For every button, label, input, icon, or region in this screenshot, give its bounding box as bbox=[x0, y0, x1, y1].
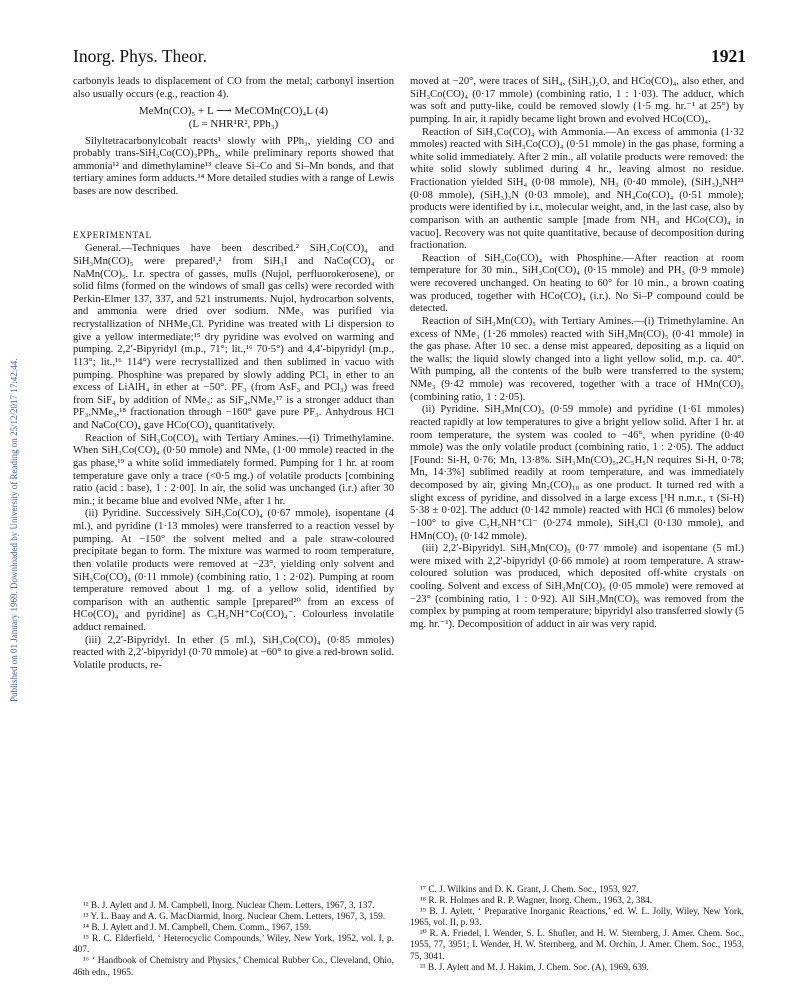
paragraph-mn-pyridine: (ii) Pyridine. SiH₃Mn(CO)₅ (0·59 mmole) and pyridine (1·61 mmoles) reacted rapidly at low temperatures to give a bright yellow solid. After 1 hr. at room temperature, the system was cooled to −46°, when pyridine (0·40 mmole) was the only volatile product (combining ratio, 1 : 2·05). The adduct [Found: Si-H, 0·76; Mn, 13·8%. SiH₃Mn(CO)₅,2C₅H₅N requires Si-H, 0·78; Mn, 14·3%] sublimed readily at room temperature, and was immediately decomposed by air, giving Mn₂(CO)₁₀ as one product. It turned red with a slight excess of pyridine, and dissolved in a large excess [¹H n.m.r., τ (Si-H) 5·38 ± 0·02]. The adduct (0·142 mmole) reacted with HCl (6 mmoles) below −100° to give C₅H₅NH⁺Cl⁻ (0·274 mmole), SiH₃Cl (0·130 mmole), and HMn(CO)₅ (0·142 mmole). bbox=[410, 404, 744, 542]
paragraph-silyl: Silyltetracarbonylcobalt reacts¹ slowly with PPh₃, yielding CO and probably trans-SiH₃Co(CO)₃PPh₃, while preliminary reports showed that ammonia¹² and dimethylamine¹³ cleave Si–Co and Si–Mn bonds, and that tertiary amines form adducts.¹⁴ More detailed studies with a range of Lewis bases are now described. bbox=[73, 135, 394, 197]
section-heading-experimental: EXPERIMENTAL bbox=[73, 230, 152, 241]
footnote-18: ¹⁸ R. R. Holmes and R. P. Wagner, Inorg. Chem., 1963, 2, 384. bbox=[420, 896, 653, 907]
footnote-15: ¹⁵ R. C. Elderfield, ‘ Heterocyclic Compounds,’ Wiley, New York, 1952, vol. I, p. 407. bbox=[73, 934, 394, 956]
footnote-14: ¹⁴ B. J. Aylett and J. M. Campbell, Chem. Comm., 1967, 159. bbox=[83, 923, 312, 934]
footnote-13: ¹³ Y. L. Baay and A. G. MacDiarmid, Inorg. Nuclear Chem. Letters, 1967, 3, 159. bbox=[83, 912, 386, 923]
paragraph-ammonia: Reaction of SiH₃Co(CO)₄ with Ammonia.—An excess of ammonia (1·32 mmoles) reacted with SiH₃Co(CO)₄ (0·51 mmole) in the gas phase, forming a white solid immediately. After 2 min., all volatile products were removed: the white solid slowly sublimed during 4 hr., leaving almost no residue. Fractionation yielded SiH₄ (0·08 mmole), NH₃ (0·40 mmole), (SiH₃)₂NH²¹ (0·08 mmole), (SiH₃)₃N (0·03 mmole), and NH₄Co(CO)₄ (0·51 mmole); products were identified by i.r., molecular weight, and, in the last case, also by comparison with an authentic sample [made from NH₃ and HCo(CO)₄ in vacuo]. Recovery was not quite quantitative, because of decomposition during fractionation. bbox=[410, 126, 744, 252]
paragraph-general: General.—Techniques have been described.² SiH₃Co(CO)₄ and SiH₃Mn(CO)₅ were prepared¹,² from SiH₃I and NaCo(CO)₄ or NaMn(CO)₅. I.r. spectra of gasses, mulls (Nujol, perfluorokerosene), or solid films (formed on the windows of small gas cells) were recorded with Perkin-Elmer 137, 337, and 521 instruments. Nujol, hydrocarbon solvents, and ammonia were dried over sodium. NMe₃ was purified via recrystallization of NHMe₃Cl. Pyridine was treated with Li dispersion to give a yellow intermediate;¹⁵ dry pyridine was evolved on warming and pumping. 2,2′-Bipyridyl (m.p., 71°; lit.,¹⁶ 70·5°) and 4,4′-bipyridyl (m.p., 113°; lit.,¹⁶ 114°) were recrystallized and then sublimed in vacuo with pumping. Phosphine was prepared by slowly adding PCl₃ in ether to an excess of LiAlH₄ in ether at −50°. PF₃ (from AsF₃ and PCl₃) was freed from SiF₄ by addition of NMe₃: as SiF₄,NMe₃¹⁷ is a stronger adduct than PF₃,NMe₃,¹⁸ fractionation through −160° gave pure PF₃. Anhydrous HCl and NaCo(CO)₄ gave HCo(CO)₄ quantitatively. bbox=[73, 243, 394, 431]
paragraph-mn-tertiary-amines: Reaction of SiH₃Mn(CO)₅ with Tertiary Amines.—(i) Trimethylamine. An excess of NMe₃ (1·26 mmoles) reacted with SiH₃Mn(CO)₅ (0·41 mmole) in the gas phase. After 10 sec. a dense mist appeared, depositing as a liquid on the walls; the liquid slowly changed into a light yellow solid, m.p. ca. 40°. With pumping, all the contents of the bulb were transferred to the system; NMe₃ (9·42 mmole) was recovered, together with a trace of HMn(CO)₅ (combining ratio, 1 : 2·05). bbox=[410, 315, 744, 403]
paragraph-tertiary-amines: Reaction of SiH₃Co(CO)₄ with Tertiary Amines.—(i) Trimethylamine. When SiH₃Co(CO)₄ (0·50 mmole) and NMe₃ (1·00 mmole) reacted in the gas phase,¹⁹ a white solid immediately formed. Pumping for 1 hr. at room temperature gave only a trace (<0·5 mg.) of volatile products [combining ratio (acid : base), 1 : 2·00]. In air, the solid was unchanged (i.r.) after 30 min.; it became blue and evolved NMe₃ after 1 hr. bbox=[73, 432, 394, 507]
page-number: 1921 bbox=[711, 46, 746, 66]
footnotes-right bbox=[410, 885, 744, 974]
footnote-16: ¹⁶ ‘ Handbook of Chemistry and Physics,’ Chemical Rubber Co., Cleveland, Ohio, 46th edn., 1965. bbox=[73, 956, 394, 978]
right-column bbox=[410, 76, 744, 973]
footnote-12: ¹² B. J. Aylett and J. M. Campbell, Inorg. Nuclear Chem. Letters, 1967, 3, 137. bbox=[83, 901, 375, 911]
paragraph-phosphine: Reaction of SiH₃Co(CO)₄ with Phosphine.—After reaction at room temperature for 30 min., SiH₃Co(CO)₄ (0·15 mmole) and PH₃ (0·9 mmole) were recovered unchanged. On heating to 60° for 10 min., a brown coating was produced, together with HCo(CO)₄ (i.r.). No Si–P compound could be detected. bbox=[410, 252, 744, 315]
section-gap bbox=[73, 199, 394, 230]
paragraph-continuation: moved at −20°, were traces of SiH₄, (SiH₃)₂O, and HCo(CO)₄, also ether, and SiH₃Co(CO)₄ (0·17 mmole) (combining ratio, 1 : 1·03). The adduct, which was soft and putty-like, could be removed slowly (1·5 mg. hr.⁻¹ at 25°) by pumping. In air, it rapidly became light brown and evolved HCo(CO)₄. bbox=[410, 76, 744, 125]
paragraph-bipyridyl: (iii) 2,2′-Bipyridyl. In ether (5 ml.), SiH₃Co(CO)₄ (0·85 mmoles) reacted with 2,2′-bipyridyl (0·70 mmole) at −60° to give a red-brown solid. Volatile products, re- bbox=[73, 634, 394, 671]
download-notice: Published on 01 January 1969. Downloaded by University of Reading on 25/12/2017 17:42:44. bbox=[9, 358, 19, 702]
journal-title: Inorg. Phys. Theor. bbox=[73, 46, 208, 66]
paragraph-intro: carbonyls leads to displacement of CO from the metal; carbonyl insertion also usually occurs (e.g., reaction 4). bbox=[73, 76, 394, 100]
left-column bbox=[73, 76, 394, 978]
footnote-17: ¹⁷ C. J. Wilkins and D. K. Grant, J. Chem. Soc., 1953, 927. bbox=[420, 885, 639, 895]
footnote-19: ¹⁹ B. J. Aylett, ‘ Preparative Inorganic Reactions,’ ed. W. L. Jolly, Wiley, New York, 1965, vol. II, p. 93. bbox=[410, 907, 744, 929]
paragraph-pyridine: (ii) Pyridine. Successively SiH₃Co(CO)₄ (0·67 mmole), isopentane (4 ml.), and pyridine (1·13 mmoles) were transferred to a reaction vessel by pumping. At −150° the solvent melted and a pale straw-coloured precipitate began to form. The mixture was warmed to room temperature, then volatile products were removed at −23°, yielding only solvent and SiH₃Co(CO)₄ (0·11 mmole) (combining ratio, 1 : 2·02). Pumping at room temperature removed about 1 mg. of a yellow solid, identified by comparison with an authentic sample [prepared²⁰ from an excess of HCo(CO)₄ and pyridine] as C₅H₅NH⁺Co(CO)₄⁻. Colourless involatile adduct remained. bbox=[73, 508, 394, 633]
paragraph-mn-bipyridyl: (iii) 2,2′-Bipyridyl. SiH₃Mn(CO)₅ (0·77 mmole) and isopentane (5 ml.) were mixed with 2,2′-bipyridyl (0·66 mmole) at room temperature. A straw-coloured solution was produced, which deposited off-white crystals on cooling. Solvent and excess of SiH₃Mn(CO)₅ (0·05 mmole) were removed at −23° (combining ratio, 1 : 0·92). All SiH₃Mn(CO)₅ was removed from the complex by pumping at room temperature; bipyridyl also transferred slowly (5 mg. hr.⁻¹). Decomposition of adduct in air was very rapid. bbox=[410, 543, 744, 630]
footnotes-left bbox=[73, 901, 394, 979]
equation-4: MeMn(CO)₅ + L ⟶ MeCOMn(CO)₄L (4) bbox=[138, 105, 329, 118]
footnote-20: ²⁰ R. A. Friedel, I. Wender, S. L. Shufler, and H. W. Sternberg, J. Amer. Chem. Soc., 1955, 77, 3951; I. Wender, H. W. Sternberg, and M. Orchin, J. Amer. Chem. Soc., 1953, 75, 3041. bbox=[410, 929, 744, 962]
equation-ligand-definition: (L = NHR¹R², PPh₃) bbox=[188, 117, 279, 130]
footnote-21: ²¹ B. J. Aylett and M. J. Hakim, J. Chem. Soc. (A), 1969, 639. bbox=[420, 962, 649, 973]
